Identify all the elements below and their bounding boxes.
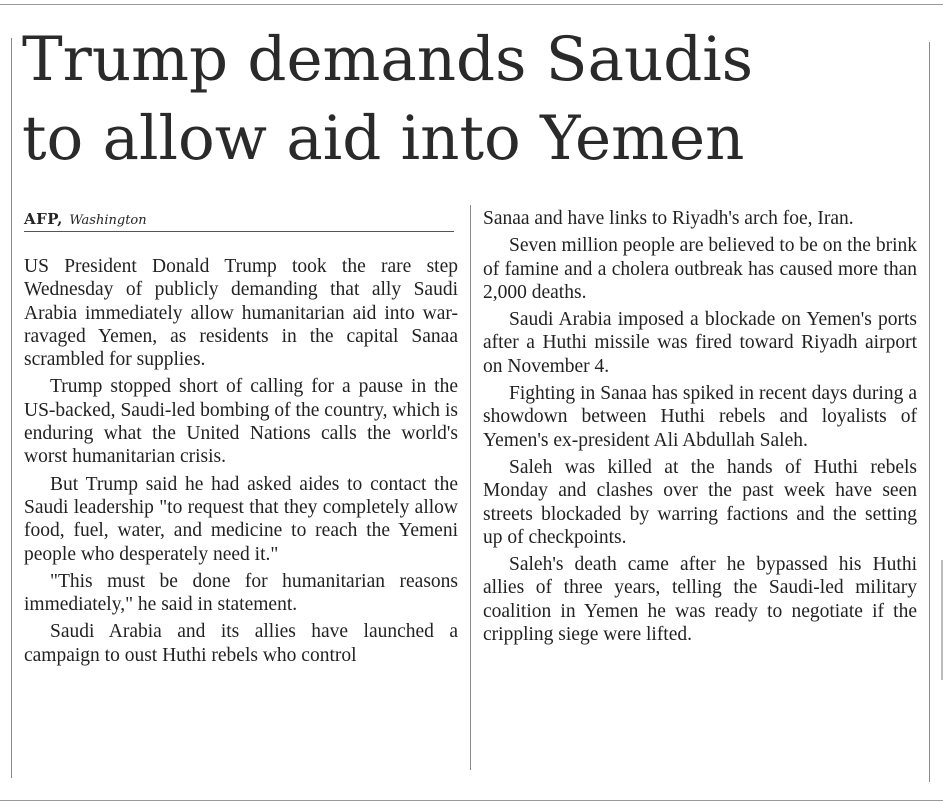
left-border-rule — [11, 38, 12, 778]
article-column-2 — [483, 207, 917, 650]
byline-agency: AFP, — [24, 210, 63, 228]
byline-dateline: Washington — [69, 213, 147, 228]
column-divider-rule — [470, 205, 471, 770]
headline-line-2: to allow aid into Yemen — [22, 103, 745, 174]
article-column-1 — [24, 255, 458, 671]
headline-line-1: Trump demands Saudis — [22, 24, 754, 95]
article-paragraph: US President Donald Trump took the rare step Wednesday of publicly demanding that ally Saudi Arabia immediately allow humanitarian aid into war-ravaged Yemen, as residents in the capital Sanaa scrambled for supplies. — [24, 256, 458, 371]
article-paragraph: Saudi Arabia and its allies have launched a campaign to oust Huthi rebels who control — [24, 621, 458, 666]
byline — [24, 209, 454, 232]
article-paragraph: Sanaa and have links to Riyadh's arch foe, Iran. — [483, 208, 854, 229]
top-border-rule — [0, 4, 943, 5]
article-headline — [22, 20, 927, 178]
article-paragraph: Fighting in Sanaa has spiked in recent days during a showdown between Huthi rebels and loyalists of Yemen's ex-president Ali Abdullah Saleh. — [483, 383, 917, 451]
article-paragraph: Saudi Arabia imposed a blockade on Yemen's ports after a Huthi missile was fired toward Riyadh airport on November 4. — [483, 309, 917, 377]
right-border-rule — [929, 42, 930, 782]
article-paragraph: Saleh was killed at the hands of Huthi rebels Monday and clashes over the past week have seen streets blockaded by warring factions and the setting up of checkpoints. — [483, 456, 917, 548]
article-paragraph: Seven million people are believed to be on the brink of famine and a cholera outbreak has caused more than 2,000 deaths. — [483, 235, 917, 303]
article-paragraph: "This must be done for humanitarian reasons immediately," he said in statement. — [24, 570, 458, 616]
article-paragraph: Saleh's death came after he bypassed his Huthi allies of three years, telling the Saudi-led military coalition in Yemen he was ready to negotiate if the crippling siege were lifted. — [483, 554, 917, 646]
article-paragraph: But Trump said he had asked aides to contact the Saudi leadership "to request that they completely allow food, fuel, water, and medicine to reach the Yemeni people who desperately need it." — [24, 473, 458, 565]
article-paragraph: Trump stopped short of calling for a pause in the US-backed, Saudi-led bombing of the country, which is enduring what the United Nations calls the world's worst humanitarian crisis. — [24, 376, 458, 468]
bottom-border-rule — [0, 800, 943, 801]
